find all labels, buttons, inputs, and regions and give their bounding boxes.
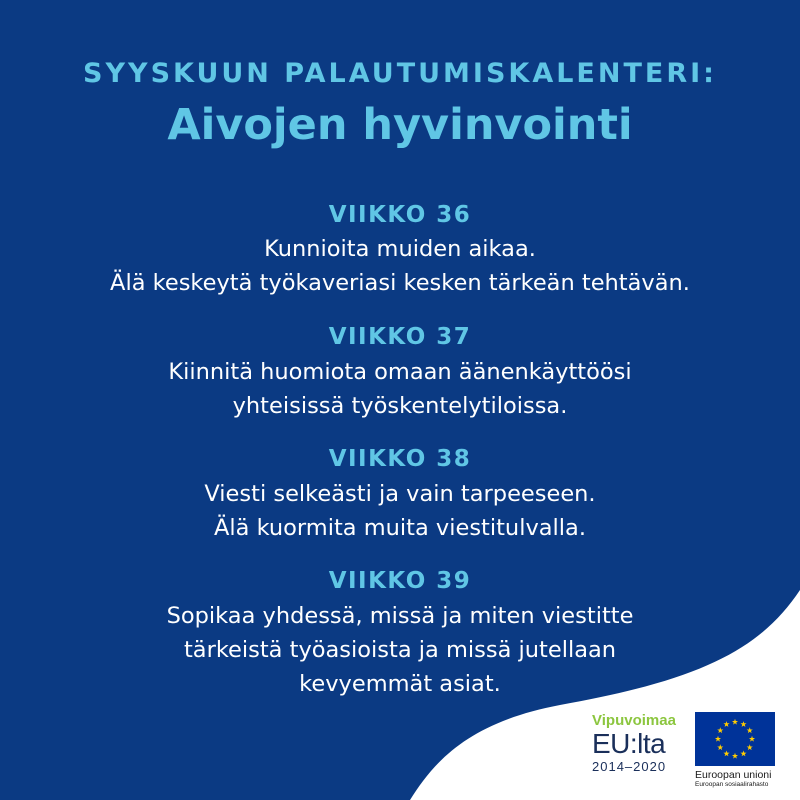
week-36-line-1: Kunnioita muiden aikaa. (264, 236, 536, 262)
week-38-line-2: Älä kuormita muita viestitulvalla. (213, 515, 586, 541)
vipuvoimaa-logo (592, 712, 684, 774)
week-37-line-1: Kiinnitä huomiota omaan äänenkäyttöösi (168, 359, 632, 385)
supertitle: SYYSKUUN PALAUTUMISKALENTERI: (83, 58, 717, 89)
eu-flag-icon (695, 712, 775, 766)
eu-logo-name: Euroopan unioni (695, 769, 772, 781)
week-39-line-2: tärkeistä työasioista ja missä jutellaan (183, 637, 617, 663)
eu-logo (695, 712, 785, 788)
week-37-line-2: yhteisissä työskentelytiloissa. (232, 393, 568, 419)
week-38-line-1: Viesti selkeästi ja vain tarpeeseen. (204, 481, 596, 507)
week-39-heading: VIIKKO 39 (328, 568, 472, 594)
week-39-line-3: kevyemmät asiat. (299, 671, 501, 697)
vipuvoimaa-logo-top: Vipuvoimaa (592, 712, 676, 729)
week-36-line-2: Älä keskeytä työkaveriasi kesken tärkeän tehtävän. (110, 270, 690, 296)
vipuvoimaa-logo-years: 2014–2020 (592, 759, 667, 774)
week-39-line-1: Sopikaa yhdessä, missä ja miten viestitte (166, 603, 634, 629)
week-37-heading: VIIKKO 37 (328, 324, 472, 350)
eu-logo-fund: Euroopan sosiaalirahasto (695, 781, 769, 788)
week-36-heading: VIIKKO 36 (328, 202, 472, 228)
week-38-heading: VIIKKO 38 (328, 446, 472, 472)
vipuvoimaa-logo-middle: EU:lta (592, 728, 666, 759)
page-title: Aivojen hyvinvointi (167, 100, 633, 150)
